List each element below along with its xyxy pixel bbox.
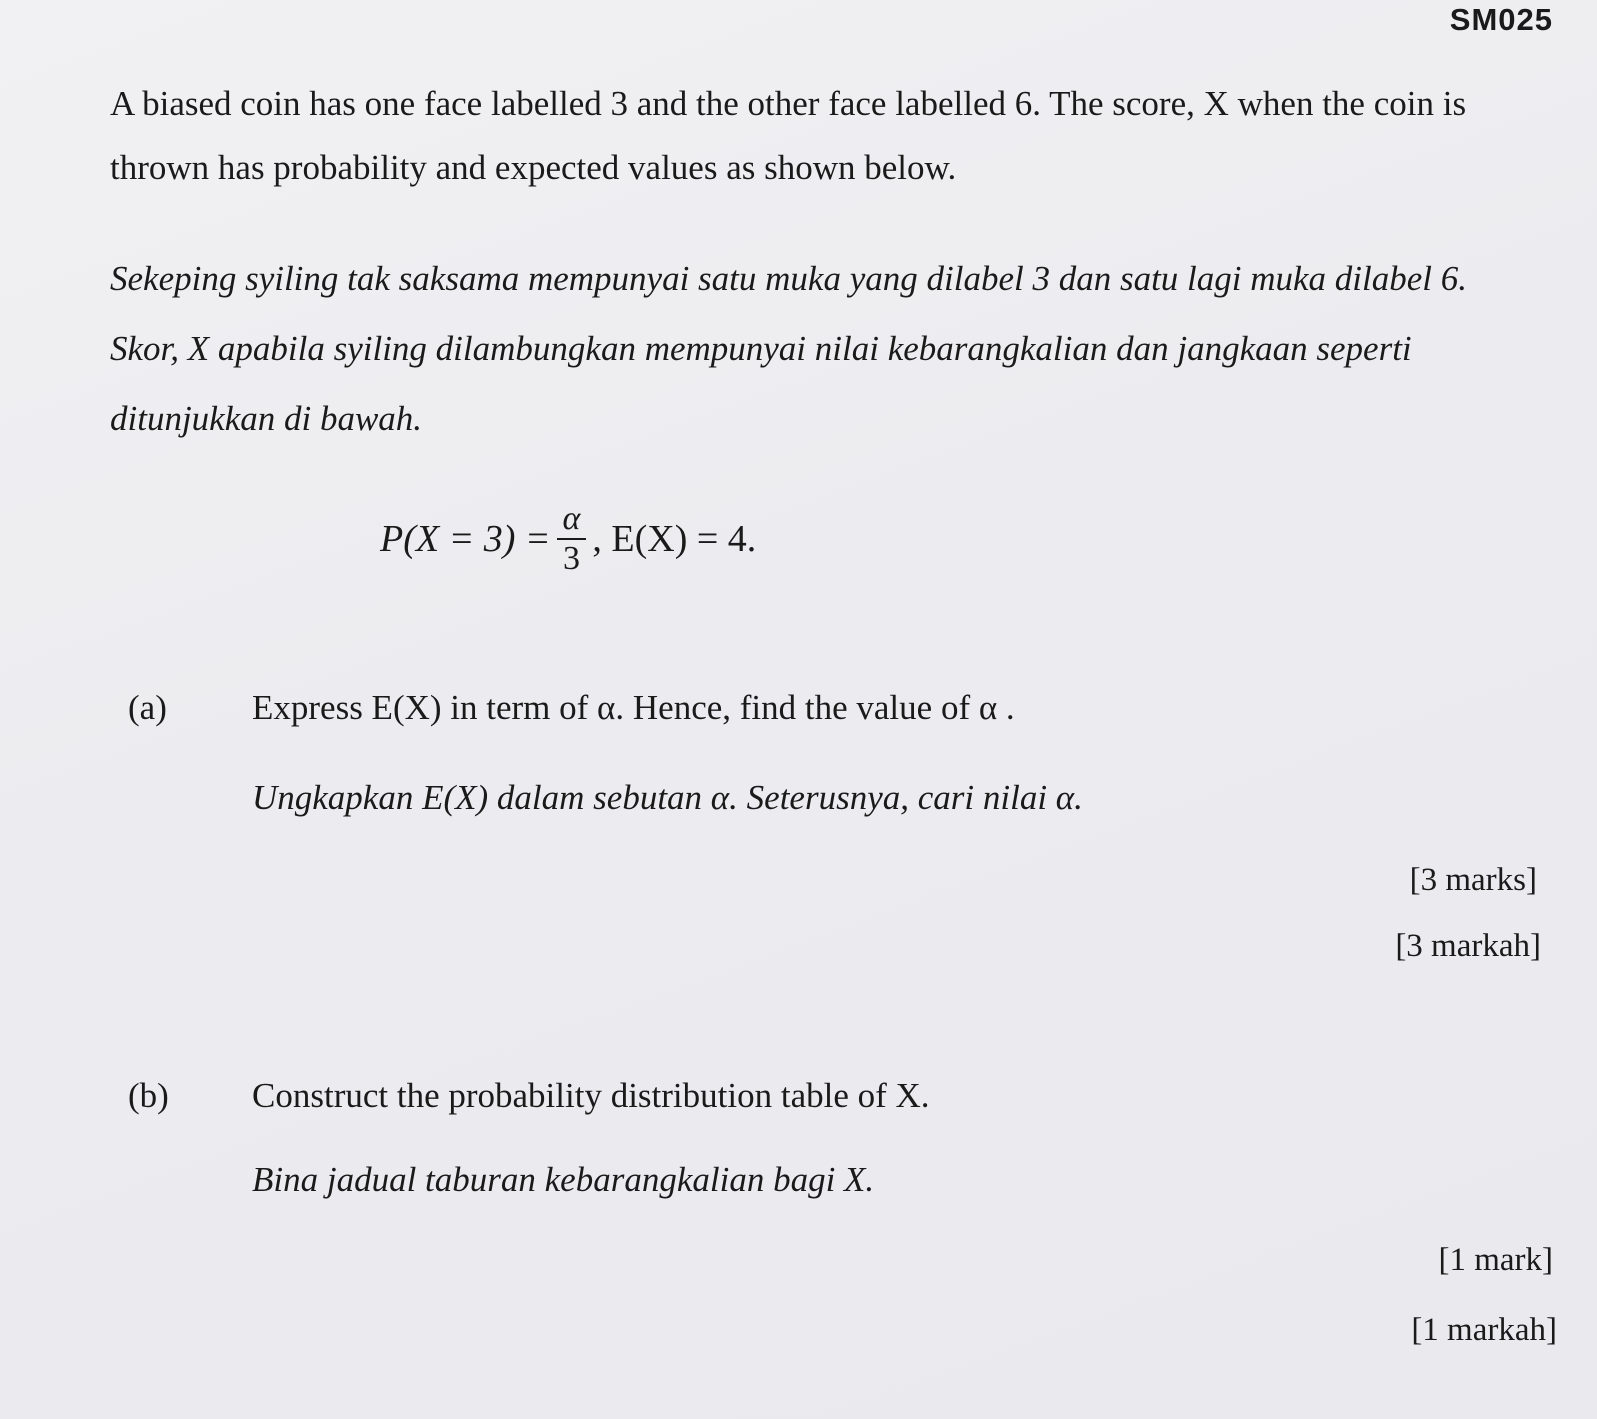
fraction-denominator: 3 xyxy=(562,540,580,577)
part-a-malay: Ungkapkan E(X) dalam sebutan α. Seterusnya, cari nilai α. xyxy=(252,778,1083,817)
part-b-english: Construct the probability distribution table of X. xyxy=(252,1076,930,1115)
paper-code: SM025 xyxy=(1449,2,1553,37)
fraction-numerator: α xyxy=(557,500,587,540)
part-a-english: Express E(X) in term of α. Hence, find the value of α . xyxy=(252,688,1015,727)
part-a-label: (a) xyxy=(128,688,167,727)
part-b-malay: Bina jadual taburan kebarangkalian bagi X. xyxy=(252,1160,875,1199)
intro-english: A biased coin has one face labelled 3 and the other face labelled 6. The score, X when the coin is thrown has probability and expected values as shown below. xyxy=(110,84,1467,187)
formula-fraction xyxy=(557,500,587,578)
formula-rhs: , E(X) = 4. xyxy=(592,518,757,560)
part-b-label: (b) xyxy=(128,1076,169,1115)
part-a-marks-ms: [3 markah] xyxy=(1395,928,1541,964)
part-a-marks-en: [3 marks] xyxy=(1409,862,1537,898)
probability-formula xyxy=(380,500,756,578)
part-b-marks-ms: [1 markah] xyxy=(1411,1312,1557,1348)
part-b-marks-en: [1 mark] xyxy=(1438,1242,1553,1278)
formula-lhs: P(X = 3) = xyxy=(380,518,551,560)
intro-malay: Sekeping syiling tak saksama mempunyai satu muka yang dilabel 3 dan satu lagi muka dilabel 6. Skor, X apabila syiling dilambungkan mempunyai nilai kebarangkalian dan jangkaan seperti ditunjukkan di bawah. xyxy=(110,259,1468,438)
